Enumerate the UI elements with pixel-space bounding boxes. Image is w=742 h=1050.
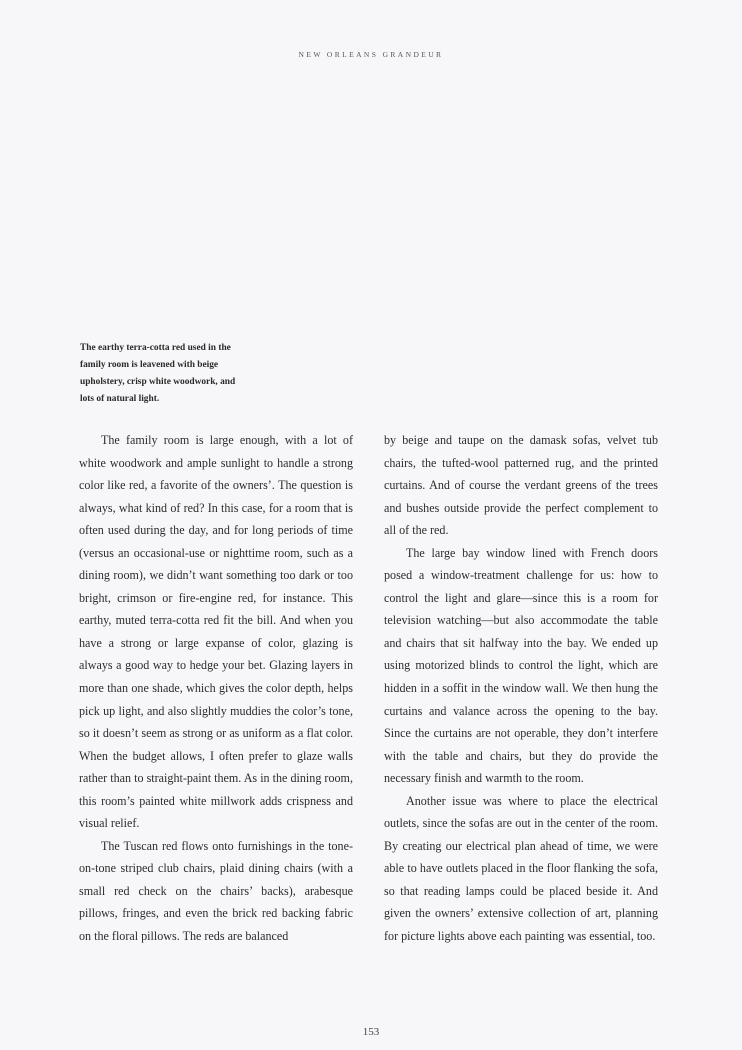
photo-caption: The earthy terra-cotta red used in the family room is leavened with beige upholstery, crisp white woodwork, and lots of natural light. (80, 343, 236, 404)
paragraph: The family room is large enough, with a lot of white woodwork and ample sunlight to handle a strong color like red, a favorite of the owners’. The question is always, what kind of red? In this case, for a room that is often used during the day, and for long periods of time (versus an occasional-use or nighttime room, such as a dining room), we didn’t want something too dark or too bright, crimson or fire-engine red, for instance. This earthy, muted terra-cotta red fit the bill. And when you have a strong or large expanse of color, glazing is always a good way to hedge your bet. Glazing layers in more than one shade, which gives the color depth, helps pick up light, and also slightly muddies the color’s tone, so it doesn’t seem as strong or as uniform as a flat color. When the budget allows, I often prefer to glaze walls rather than to straight-paint them. As in the dining room, this room’s painted white millwork adds crispness and visual relief. (79, 433, 353, 831)
paragraph: by beige and taupe on the damask sofas, velvet tub chairs, the tufted-wool patterned rug, and the printed curtains. And of course the verdant greens of the trees and bushes outside provide the perfect complement to all of the red. (384, 433, 658, 538)
paragraph: The Tuscan red flows onto furnishings in the tone-on-tone striped club chairs, plaid dining chairs (with a small red check on the chairs’ backs), arabesque pillows, fringes, and even the brick red backing fabric on the floral pillows. The reds are balanced (79, 838, 353, 944)
running-head: NEW ORLEANS GRANDEUR (298, 50, 444, 59)
page-number: 153 (362, 1026, 380, 1038)
body-column-left (79, 429, 353, 948)
paragraph: Another issue was where to place the electrical outlets, since the sofas are out in the center of the room. By creating our electrical plan ahead of time, we were able to have outlets placed in the floor flanking the sofa, so that reading lamps could be placed beside it. And given the owners’ extensive collection of art, planning for picture lights above each painting was essential, too. (384, 793, 658, 944)
body-column-right (384, 429, 658, 948)
paragraph: The large bay window lined with French doors posed a window-treatment challenge for us: how to control the light and glare—since this is a room for television watching—but also accommodate the table and chairs that sit halfway into the bay. We ended up using motorized blinds to control the light, which are hidden in a soffit in the window wall. We then hung the curtains and valance across the opening to the bay. Since the curtains are not operable, they don’t interfere with the table and chairs, but they do provide the necessary finish and warmth to the room. (384, 545, 658, 786)
